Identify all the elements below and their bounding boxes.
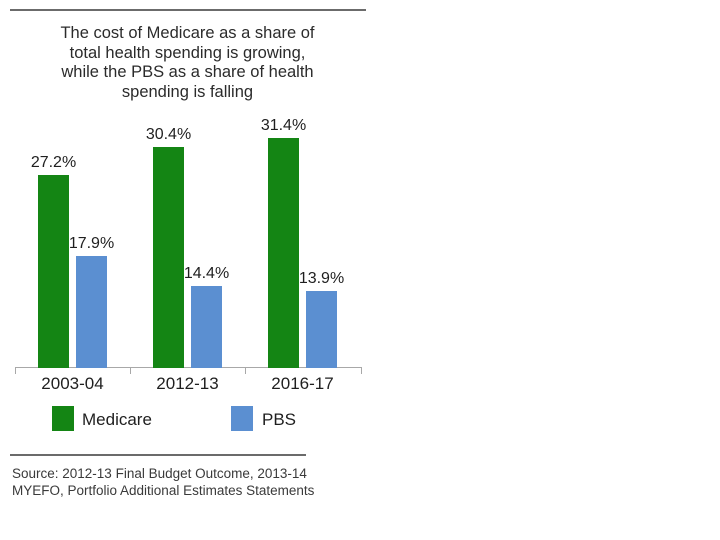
- source-note-line: Source: 2012-13 Final Budget Outcome, 2013-14: [12, 466, 307, 481]
- bar-value-label: 31.4%: [260, 117, 307, 134]
- bar-medicare-2016-17: [268, 138, 299, 368]
- bar-value-label: 27.2%: [30, 154, 77, 171]
- legend-swatch-medicare: [52, 406, 74, 431]
- chart-title-line: The cost of Medicare as a share of: [60, 24, 315, 42]
- x-axis-tick: [245, 368, 246, 374]
- chart-title-line: total health spending is growing,: [69, 43, 306, 62]
- bottom-divider: [10, 454, 306, 456]
- legend-label-medicare: Medicare: [82, 410, 152, 429]
- chart-title-line: while the PBS as a share of health: [61, 63, 314, 82]
- top-divider: [10, 9, 366, 11]
- x-axis-tick: [130, 368, 131, 374]
- bar-value-label: 30.4%: [145, 126, 192, 143]
- source-note: [12, 466, 332, 500]
- x-axis-label: 2012-13: [156, 374, 219, 393]
- bar-value-label: 13.9%: [298, 270, 345, 287]
- bar-medicare-2003-04: [38, 175, 69, 368]
- legend-swatch-pbs: [231, 406, 253, 431]
- x-axis-tick: [361, 368, 362, 374]
- x-axis-tick: [15, 368, 16, 374]
- x-axis-label: 2016-17: [271, 374, 334, 393]
- bar-medicare-2012-13: [153, 147, 184, 368]
- bar-pbs-2012-13: [191, 286, 222, 368]
- legend-label-pbs: PBS: [262, 410, 297, 429]
- bar-value-label: 17.9%: [68, 235, 115, 252]
- chart-title: [20, 24, 355, 102]
- chart-title-line: spending is falling: [121, 82, 254, 101]
- bar-pbs-2003-04: [76, 256, 107, 368]
- x-axis-label: 2003-04: [41, 374, 104, 393]
- source-note-line: MYEFO, Portfolio Additional Estimates Statements: [12, 482, 315, 498]
- bar-value-label: 14.4%: [183, 265, 230, 282]
- bar-pbs-2016-17: [306, 291, 337, 368]
